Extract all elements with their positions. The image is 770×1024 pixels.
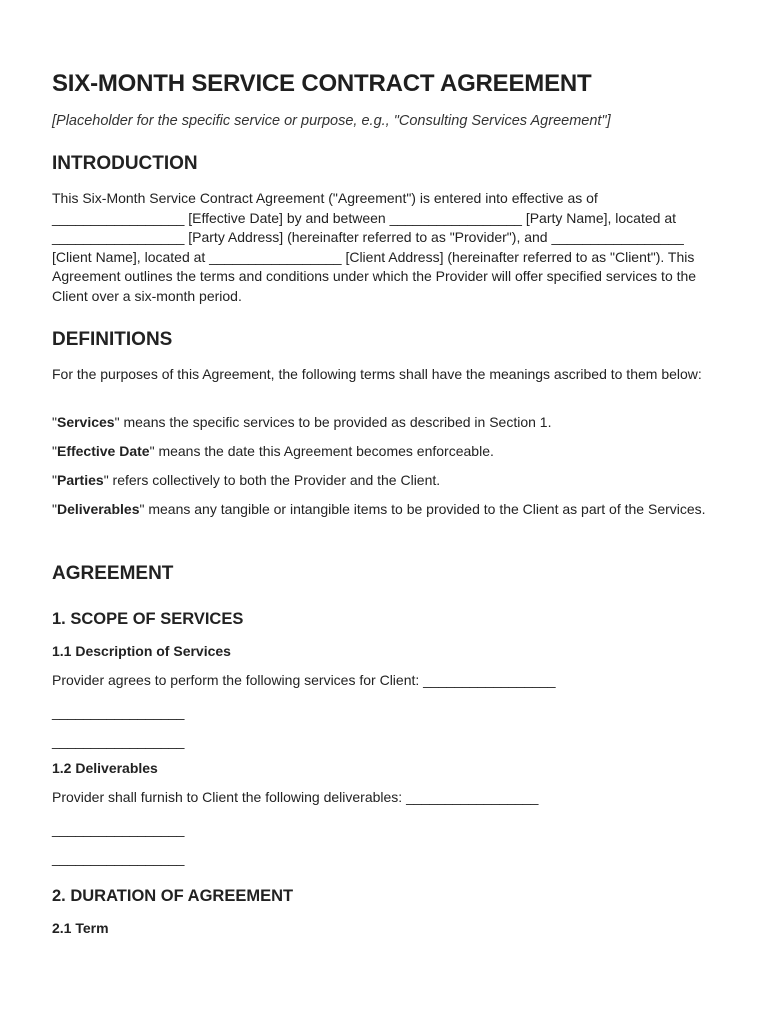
definition-term: Services <box>56 414 115 430</box>
definition-text: " means any tangible or intangible items to be provided to the Client as part of the Services. <box>139 501 706 517</box>
definition-term: Effective Date <box>56 443 150 459</box>
definition-text: " refers collectively to both the Provider and the Client. <box>103 472 441 488</box>
duration-of-agreement-heading: 2. DURATION OF AGREEMENT <box>52 887 294 905</box>
agreement-heading: AGREEMENT <box>52 563 174 584</box>
blank-line: _________________ <box>52 850 185 866</box>
definitions-heading: DEFINITIONS <box>52 329 173 350</box>
deliverables-text: Provider shall furnish to Client the following deliverables: _________________ <box>52 789 539 805</box>
blank-line: _________________ <box>52 704 185 720</box>
description-of-services-heading: 1.1 Description of Services <box>52 643 231 659</box>
definition-term: Deliverables <box>56 501 140 517</box>
deliverables-heading: 1.2 Deliverables <box>52 760 158 776</box>
definition-text: " means the date this Agreement becomes enforceable. <box>149 443 494 459</box>
definition-item <box>52 442 718 462</box>
blank-line: _________________ <box>52 733 185 749</box>
definition-open-quote: " <box>52 443 57 459</box>
scope-of-services-heading: 1. SCOPE OF SERVICES <box>52 610 244 628</box>
definition-item <box>52 413 718 433</box>
definitions-intro: For the purposes of this Agreement, the following terms shall have the meanings ascribed to them below: <box>52 366 702 382</box>
document-subtitle: [Placeholder for the specific service or purpose, e.g., "Consulting Services Agreement"] <box>52 113 611 129</box>
description-of-services-text: Provider agrees to perform the following services for Client: _________________ <box>52 672 556 688</box>
introduction-heading: INTRODUCTION <box>52 153 198 174</box>
definition-term: Parties <box>56 472 104 488</box>
definition-text: " means the specific services to be provided as described in Section 1. <box>114 414 552 430</box>
document-title: SIX-MONTH SERVICE CONTRACT AGREEMENT <box>52 70 592 97</box>
introduction-text: This Six-Month Service Contract Agreement ("Agreement") is entered into effective as of _________________ [Effective Date] by and between _________________ [Party Name], located at _________________ [Party Address] (hereinafter referred to as "Provider"), and _________________ [Client Name], located at _________________ [Client Address] (hereinafter referred to as "Client"). This Agreement outlines the terms and conditions under which the Provider will offer specified services to the Client over a six-month period. <box>52 190 697 304</box>
definition-open-quote: " <box>52 472 57 488</box>
definition-open-quote: " <box>52 501 57 517</box>
definition-open-quote: " <box>52 414 57 430</box>
term-heading: 2.1 Term <box>52 920 109 936</box>
definition-item <box>52 471 718 491</box>
blank-line: _________________ <box>52 821 185 837</box>
definition-item <box>52 500 718 520</box>
